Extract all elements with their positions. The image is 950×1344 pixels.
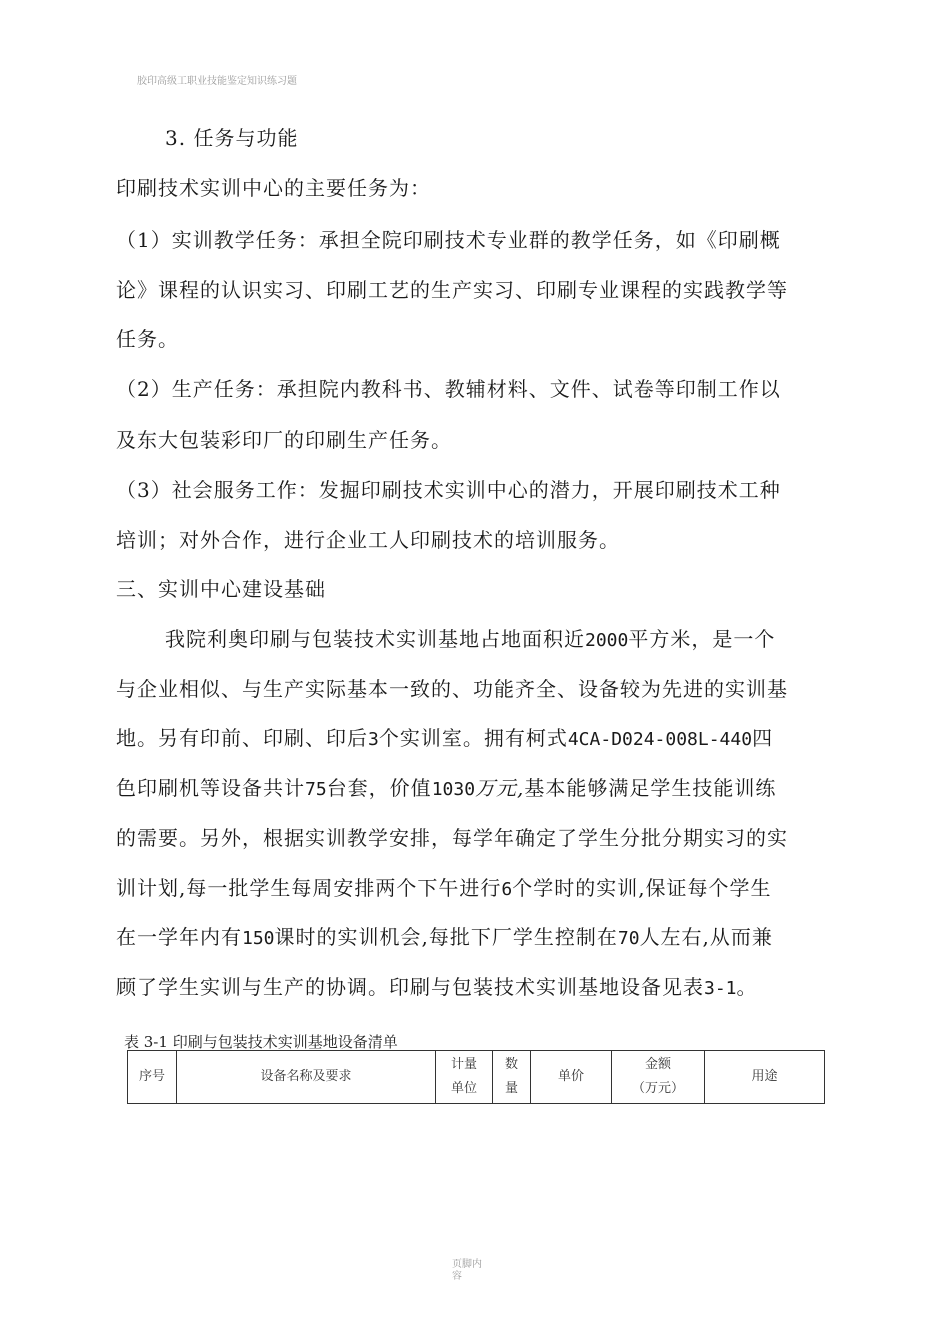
page-footer: 页脚内容 — [452, 1259, 482, 1282]
body-text: 台套，价值 — [326, 776, 432, 800]
task-1-line-1: （1）实训教学任务：承担全院印刷技术专业群的教学任务，如《印刷概 — [116, 228, 781, 252]
table-header-row — [128, 1051, 825, 1104]
body-line-2: 与企业相似、与生产实际基本一致的、功能齐全、设备较为先进的实训基 — [116, 677, 788, 701]
task-3-line-2: 培训；对外合作，进行企业工人印刷技术的培训服务。 — [116, 528, 620, 552]
header-amount-line-1: 金额 — [644, 1057, 671, 1072]
header-qty-line-1: 数 — [504, 1057, 518, 1072]
body-text: 训计划,每一批学生每周安排两个下午进行 — [116, 876, 502, 900]
body-line-7 — [116, 921, 840, 950]
equipment-table — [127, 1050, 825, 1104]
body-line-3 — [116, 722, 840, 751]
task-3-line-1: （3）社会服务工作：发掘印刷技术实训中心的潜力，开展印刷技术工种 — [116, 478, 781, 502]
body-number: 70 — [617, 928, 640, 949]
body-text: 基本能够满足学生技能训练 — [524, 776, 777, 800]
body-text: 我院利奥印刷与包装技术实训基地占地面积近 — [165, 627, 585, 651]
task-2-line-1: （2）生产任务：承担院内教科书、教辅材料、文件、试卷等印制工作以 — [116, 377, 781, 401]
header-unit-line-1: 计量 — [450, 1057, 477, 1072]
header-qty-line-2: 量 — [504, 1081, 518, 1096]
task-1-line-2: 论》课程的认识实习、印刷工艺的生产实习、印刷专业课程的实践教学等 — [116, 278, 788, 302]
section-3-title: 三、实训中心建设基础 — [116, 577, 326, 601]
header-unit — [436, 1051, 493, 1104]
header-no: 序号 — [128, 1051, 177, 1104]
body-text: 四 — [752, 726, 774, 750]
body-text-italic: 万元, — [475, 776, 525, 800]
body-number: 3 — [368, 729, 379, 750]
body-line-6 — [116, 872, 840, 901]
section-heading: 3. 任务与功能 — [165, 126, 299, 150]
machine-model: 4CA-D024-008L-440 — [567, 729, 753, 750]
table-caption: 表 3-1 印刷与包装技术实训基地设备清单 — [124, 1033, 398, 1051]
body-number: 3-1 — [704, 978, 737, 999]
body-number: 2000 — [585, 630, 629, 651]
body-text: 顾了学生实训与生产的协调。印刷与包装技术实训基地设备见表 — [116, 975, 704, 999]
body-text: 在一学年内有 — [116, 925, 242, 949]
body-text: 色印刷机等设备共计 — [116, 776, 305, 800]
body-text: 个实训室。拥有柯式 — [378, 726, 568, 750]
body-text: 。 — [736, 975, 758, 999]
body-line-8 — [116, 971, 840, 1000]
body-number: 6 — [501, 879, 513, 900]
page-header: 胶印高级工职业技能鉴定知识练习题 — [137, 76, 297, 87]
header-amount — [612, 1051, 705, 1104]
body-text: 人左右,从而兼 — [639, 925, 773, 949]
header-name: 设备名称及要求 — [177, 1051, 436, 1104]
body-number: 150 — [242, 928, 275, 949]
body-text: 课时的实训机会,每批下厂学生控制在 — [274, 925, 618, 949]
header-use: 用途 — [705, 1051, 825, 1104]
header-unit-line-2: 单位 — [450, 1081, 477, 1096]
body-text: 地。另有印前、印刷、印后 — [116, 726, 368, 750]
body-line-5: 的需要。另外，根据实训教学安排，每学年确定了学生分批分期实习的实 — [116, 826, 788, 850]
task-2-line-2: 及东大包装彩印厂的印刷生产任务。 — [116, 428, 452, 452]
intro-line: 印刷技术实训中心的主要任务为： — [116, 176, 431, 200]
body-line-1 — [165, 623, 889, 652]
body-number: 1030 — [431, 779, 476, 800]
header-amount-line-2: （万元） — [631, 1081, 684, 1096]
body-number: 75 — [305, 779, 327, 800]
body-text: 平方米，是一个 — [628, 627, 776, 651]
body-line-4 — [116, 772, 840, 801]
body-text: 个学时的实训,保证每个学生 — [512, 876, 772, 900]
header-price: 单价 — [531, 1051, 612, 1104]
task-1-line-3: 任务。 — [116, 327, 179, 351]
header-qty — [493, 1051, 531, 1104]
